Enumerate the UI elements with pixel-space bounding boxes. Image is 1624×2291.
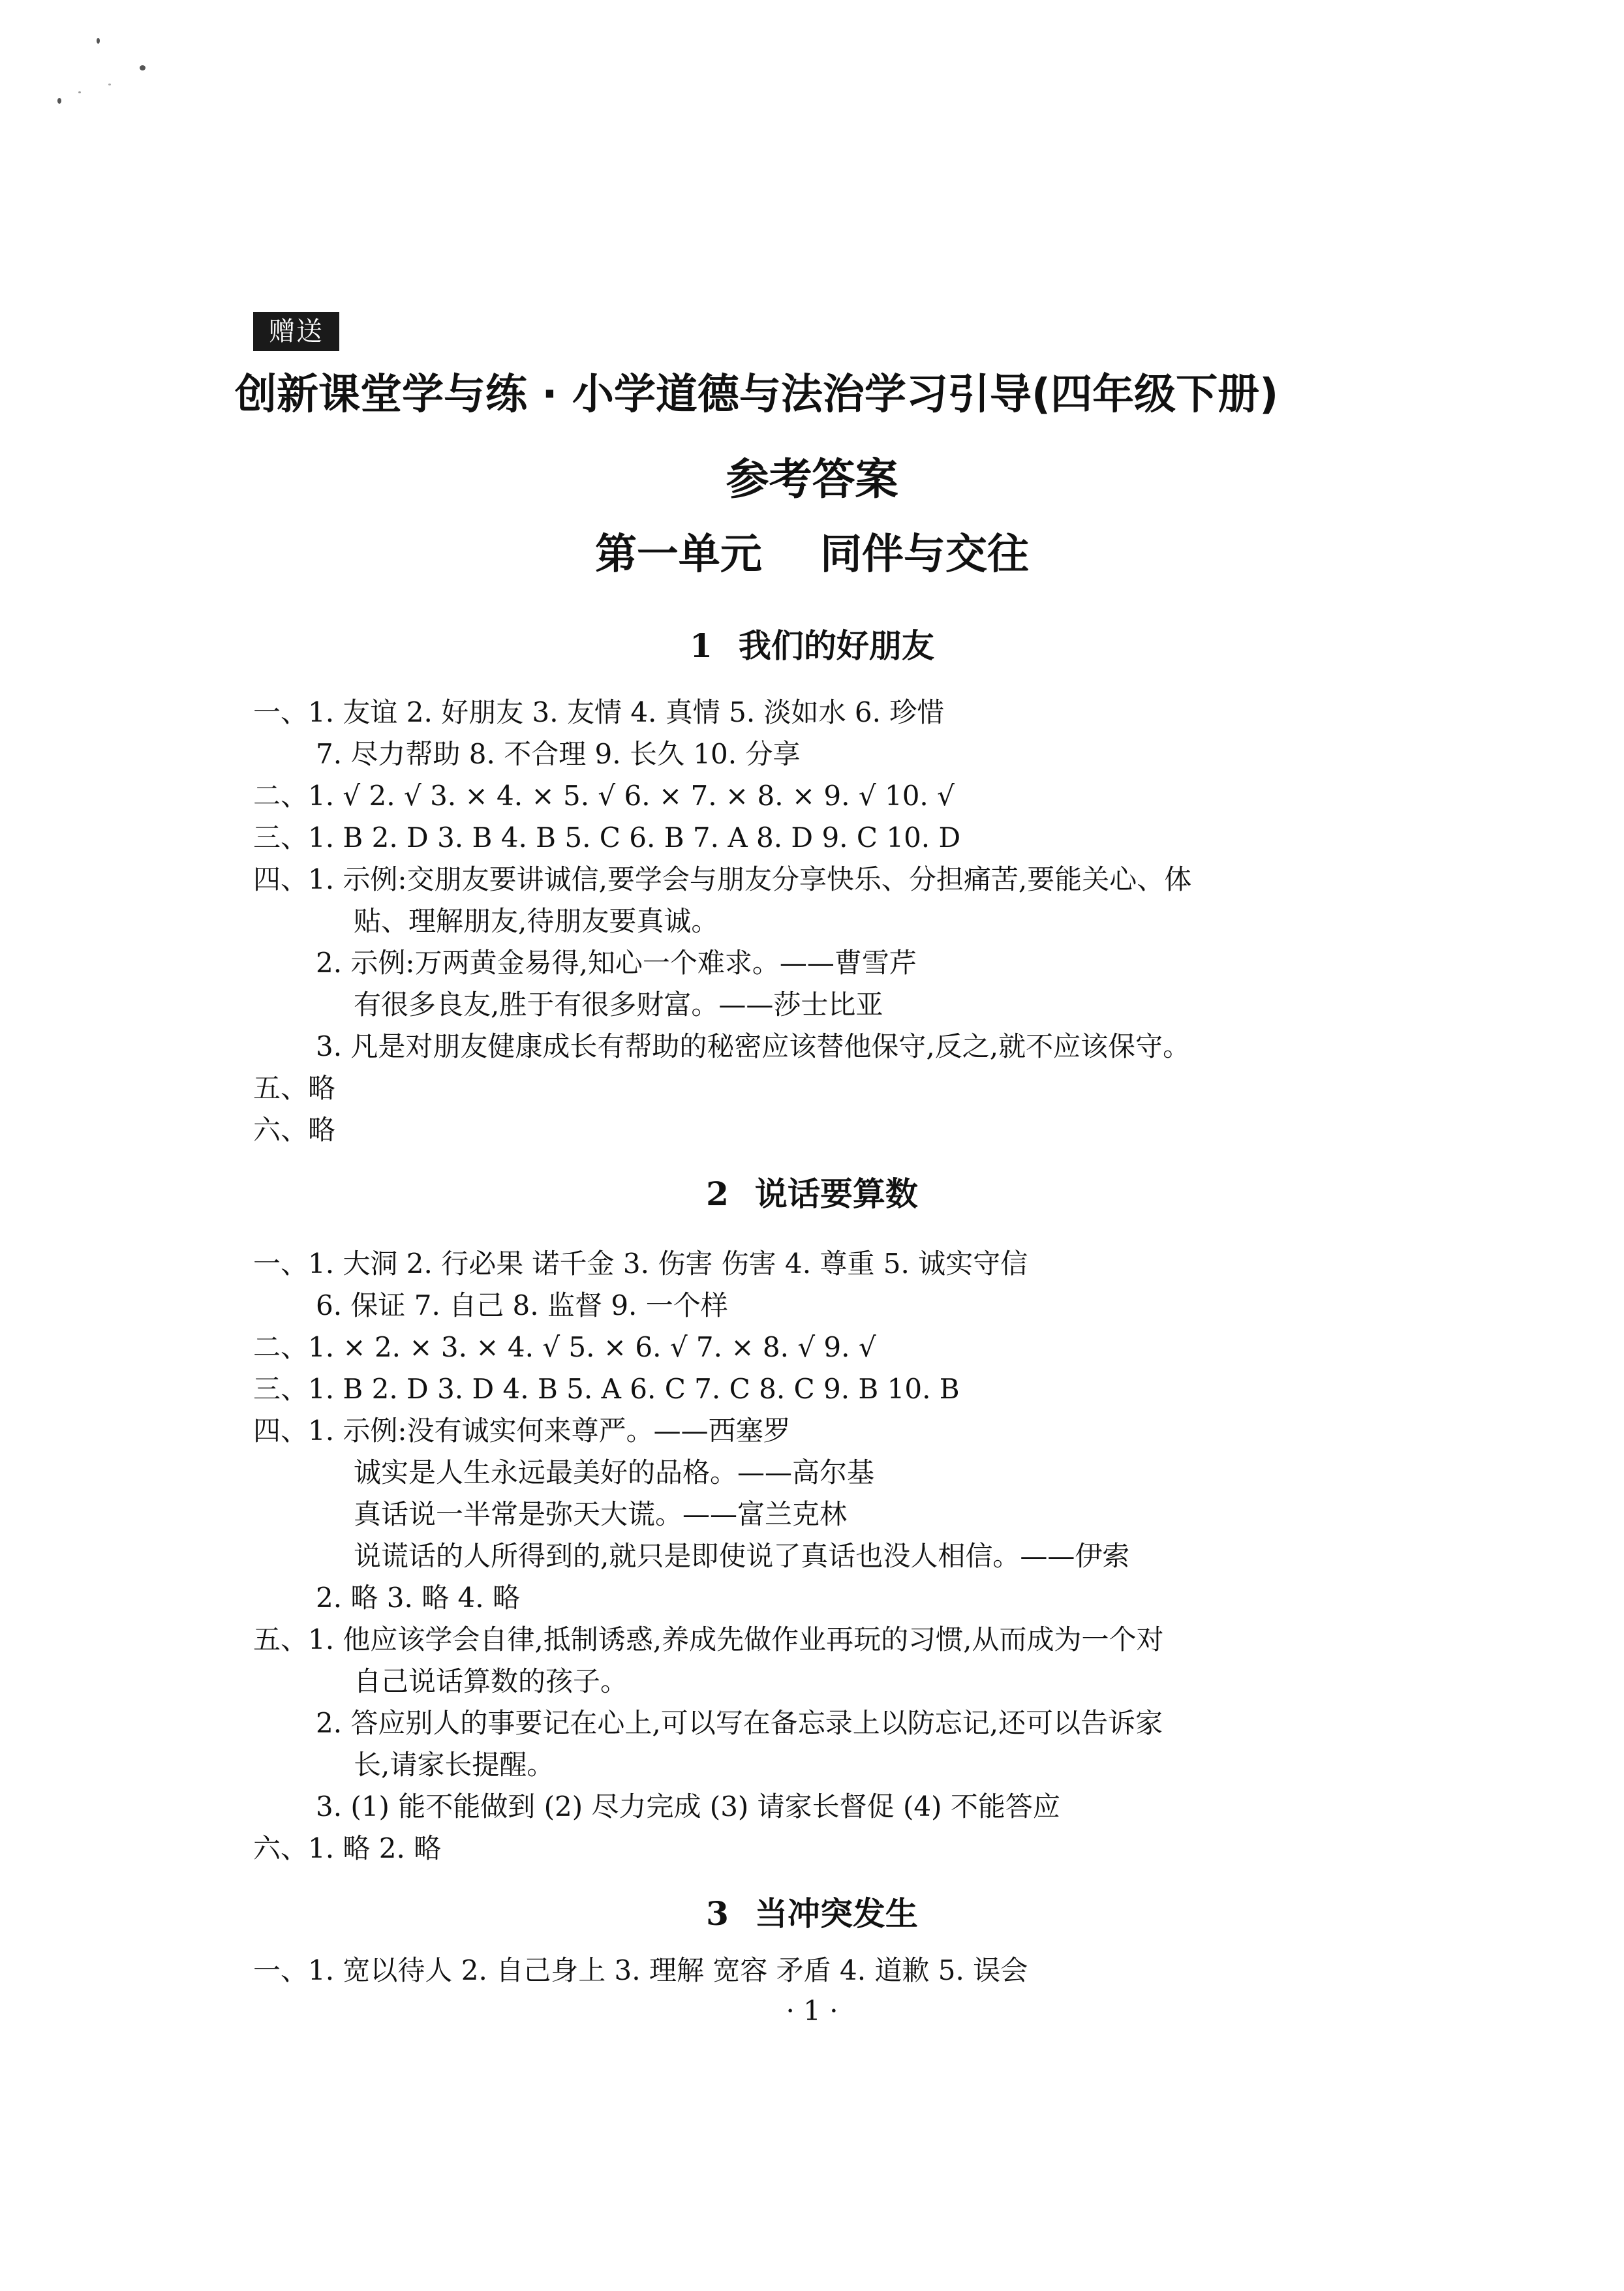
scan-speck: [108, 84, 111, 85]
lesson-title: [0, 1891, 1624, 1937]
answer-line: 二、1. √ 2. √ 3. × 4. × 5. √ 6. × 7. × 8. × 9. √ 10. √: [253, 780, 955, 812]
answer-line: 有很多良友,胜于有很多财富。——莎士比亚: [354, 989, 883, 1021]
scan-speck: [57, 98, 61, 104]
book-title: 创新课堂学与练 · 小学道德与法治学习引导(四年级下册): [235, 371, 1279, 419]
answer-line: 长,请家长提醒。: [354, 1749, 555, 1781]
answer-line: 六、略: [253, 1114, 336, 1146]
answer-line: 五、1. 他应该学会自律,抵制诱惑,养成先做作业再玩的习惯,从而成为一个对: [253, 1623, 1164, 1655]
answer-line: 7. 尽力帮助 8. 不合理 9. 长久 10. 分享: [316, 738, 801, 770]
answer-line: 贴、理解朋友,待朋友要真诚。: [354, 905, 719, 937]
answer-line: 二、1. × 2. × 3. × 4. √ 5. × 6. √ 7. × 8. √ 9. √: [253, 1331, 876, 1363]
scan-speck: [140, 65, 146, 70]
answer-line: 2. 略 3. 略 4. 略: [316, 1582, 520, 1614]
answer-line: 说谎话的人所得到的,就只是即使说了真话也没人相信。——伊索: [354, 1540, 1130, 1572]
answer-line: 诚实是人生永远最美好的品格。——高尔基: [354, 1456, 875, 1488]
answer-line: 四、1. 示例:交朋友要讲诚信,要学会与朋友分享快乐、分担痛苦,要能关心、体: [253, 863, 1192, 895]
lesson-number: 2: [706, 1175, 729, 1213]
answer-line: 一、1. 大洞 2. 行必果 诺千金 3. 伤害 伤害 4. 尊重 5. 诚实守信: [253, 1248, 1028, 1280]
answer-line: 3. (1) 能不能做到 (2) 尽力完成 (3) 请家长督促 (4) 不能答应: [316, 1791, 1060, 1822]
gift-badge: 赠送: [253, 312, 339, 351]
lesson-name: 当冲突发生: [754, 1895, 918, 1933]
answer-line: 6. 保证 7. 自己 8. 监督 9. 一个样: [316, 1289, 728, 1321]
answer-line: 一、1. 友谊 2. 好朋友 3. 友情 4. 真情 5. 淡如水 6. 珍惜: [253, 696, 945, 728]
answer-line: 四、1. 示例:没有诚实何来尊严。——西塞罗: [253, 1415, 791, 1447]
answer-line: 真话说一半常是弥天大谎。——富兰克林: [354, 1498, 848, 1530]
unit-title: 第一单元 同伴与交往: [594, 530, 1030, 579]
answer-line: 3. 凡是对朋友健康成长有帮助的秘密应该替他保守,反之,就不应该保守。: [316, 1030, 1191, 1062]
scan-speck: [78, 91, 81, 93]
answer-key-title: 参考答案: [726, 454, 898, 504]
answer-line: 六、1. 略 2. 略: [253, 1832, 442, 1864]
lesson-name: 说话要算数: [754, 1175, 918, 1213]
answer-line: 2. 答应别人的事要记在心上,可以写在备忘录上以防忘记,还可以告诉家: [316, 1707, 1163, 1739]
answer-line: 一、1. 宽以待人 2. 自己身上 3. 理解 宽容 矛盾 4. 道歉 5. 误会: [253, 1954, 1028, 1986]
page-number: · 1 ·: [786, 1995, 838, 2027]
lesson-title: [0, 623, 1624, 669]
lesson-number: 1: [690, 626, 712, 665]
scan-speck: [97, 38, 100, 44]
lesson-name: 我们的好朋友: [738, 627, 934, 665]
answer-line: 自己说话算数的孩子。: [354, 1665, 628, 1697]
answer-line: 五、略: [253, 1072, 336, 1104]
answer-line: 三、1. B 2. D 3. B 4. B 5. C 6. B 7. A 8. D 9. C 10. D: [253, 822, 961, 853]
answer-line: 2. 示例:万两黄金易得,知心一个难求。——曹雪芹: [316, 947, 917, 979]
answer-line: 三、1. B 2. D 3. D 4. B 5. A 6. C 7. C 8. C 9. B 10. B: [253, 1373, 960, 1405]
lesson-title: [0, 1171, 1624, 1217]
lesson-number: 3: [706, 1894, 729, 1933]
